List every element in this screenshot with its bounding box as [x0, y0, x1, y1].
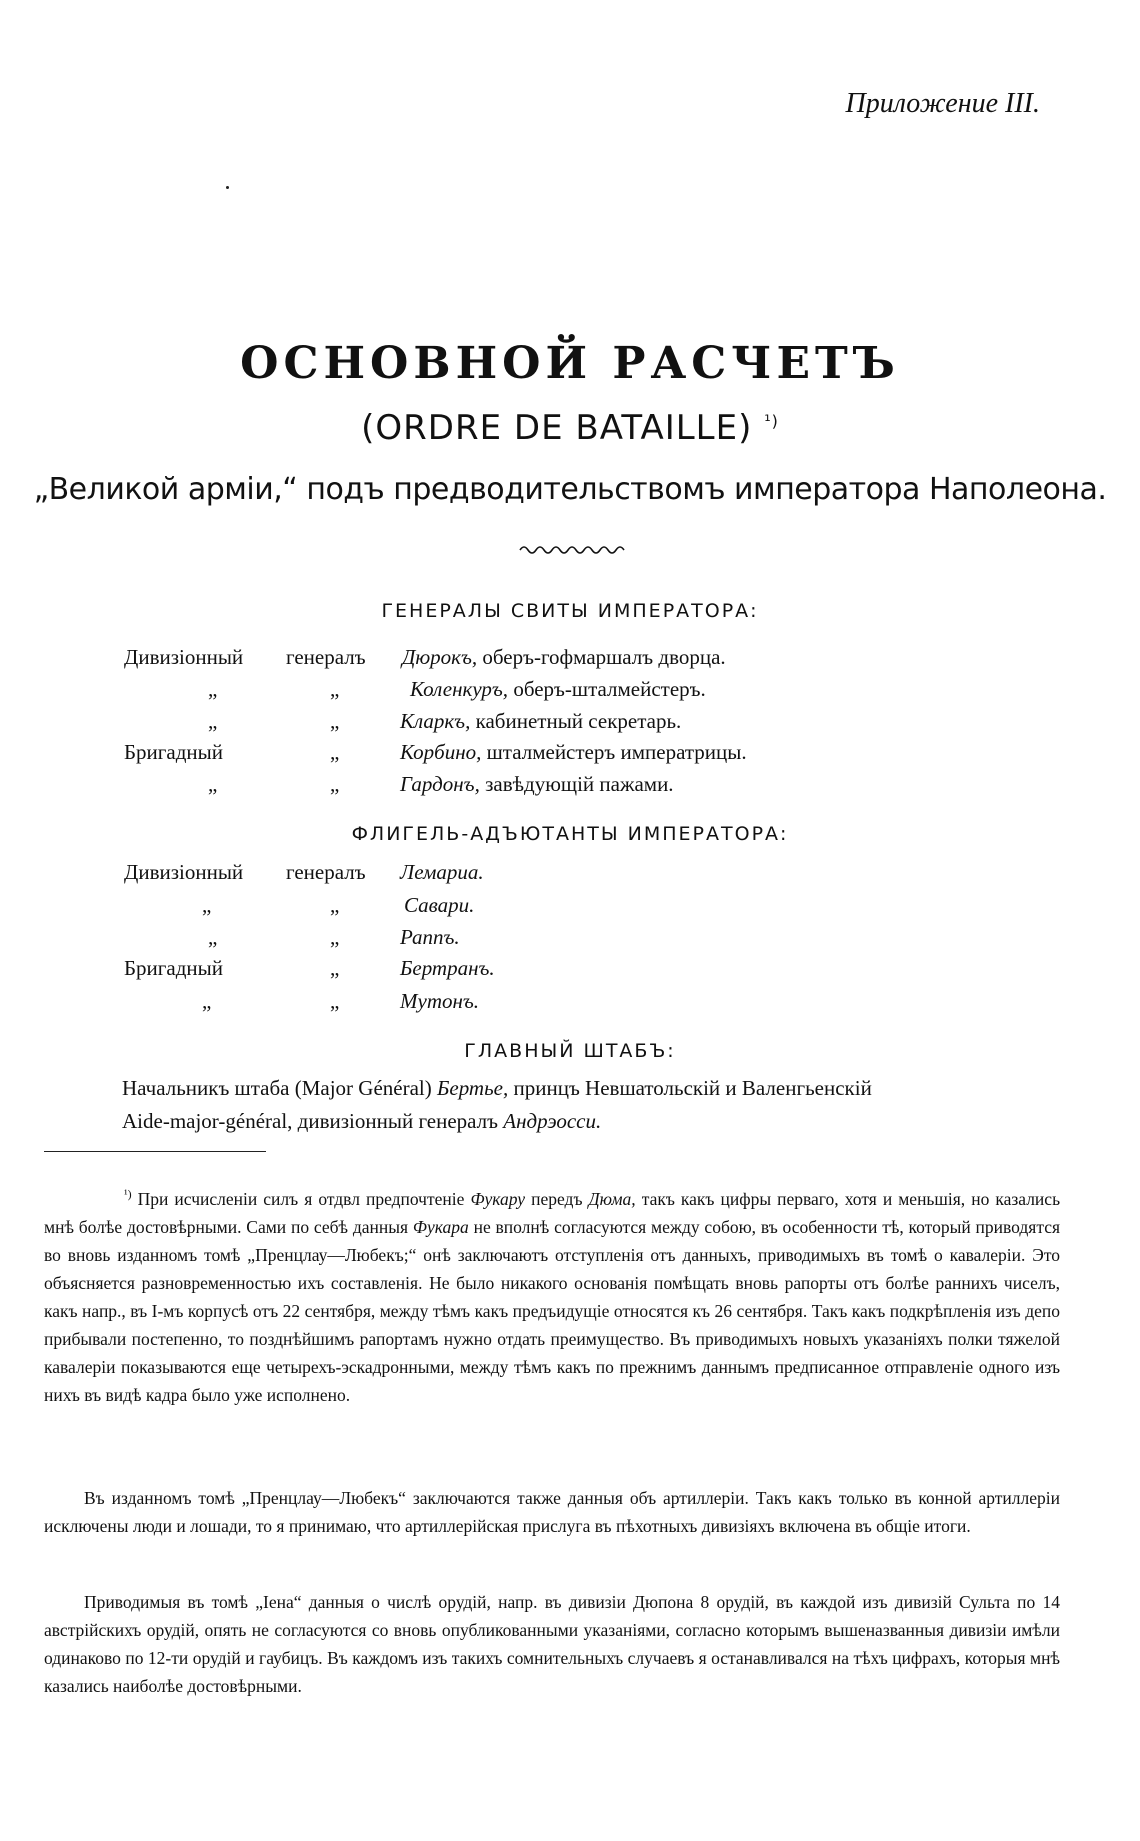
rank: Дивизіонный [124, 860, 244, 884]
title: „ [330, 989, 340, 1013]
title: „ [330, 772, 340, 796]
general-name: Коленкуръ, [410, 677, 509, 701]
rank: „ [208, 709, 218, 733]
section-heading-staff: ГЛАВНЫЙ ШТАБЪ: [464, 1040, 676, 1062]
general-name: Мутонъ. [400, 989, 480, 1013]
general-name: Бертранъ. [400, 956, 495, 980]
section-heading-aides: ФЛИГЕЛЬ-АДЪЮТАНТЫ ИМПЕРАТОРА: [351, 823, 789, 845]
subtitle-text: (ORDRE DE BATAILLE) [361, 408, 753, 448]
general-name: Лемарua. [400, 860, 484, 884]
staff-aide-name: Андрэосси. [503, 1109, 602, 1133]
general-name: Раппъ. [400, 925, 460, 949]
title: „ [330, 956, 340, 980]
footnote-text: не вполнѣ согласуются между собою, въ особенности тѣ, который приводятся во вновь изданномъ томѣ „Пренцлау—Любекъ;“ онѣ заключаютъ отступленія отъ данныхъ, приводимыхъ въ томѣ о кавалеріи. Это объясняется разновременностью ихъ составленія. Не было никакого основанія помѣщать вновь рапорты отъ болѣе раннихъ чиселъ, какъ напр., въ I-мъ корпусѣ отъ 22 сентября, между тѣмъ какъ предъидущіе относятся къ 26 сентября. Такъ какъ подкрѣпленія изъ депо прибывали постепенно, то позднѣйшимъ рапортамъ нужно отдать преимущество. Въ приводимыхъ новыхъ указаніяхъ полки тяжелой кавалеріи показываются еще четырехъ-эскадронными, между тѣмъ какъ по прежнимъ даннымъ предписанное отправленіе одного изъ нихъ въ видѣ кадра было уже исполнено. [44, 1216, 1061, 1405]
rank: „ [202, 893, 212, 917]
footnote-text: При исчисленіи силъ я отдвл предпочтеніе [137, 1188, 465, 1209]
footnote-paragraph-1 [44, 1180, 1060, 1409]
general-desc: кабинетный секретарь. [475, 709, 682, 733]
rank: Дивизіонный [124, 645, 244, 669]
general-name: Корбино, [400, 740, 482, 764]
general-name: Кларкъ, [400, 709, 471, 733]
staff-chief-text: Начальникъ штаба (Major Général) [122, 1076, 432, 1100]
general-desc: завѣдующій пажами. [485, 772, 674, 796]
title: „ [330, 677, 340, 701]
staff-chief-name: Бертье, [437, 1076, 509, 1100]
footnote-text: такъ какъ цифры перваго, хотя и меньшія, но казались мнѣ болѣе достовѣрными. Сами по себѣ данныя [44, 1188, 1061, 1237]
page-title-line2: „Великой арміи,“ подъ предводительствомъ императора Наполеона. [33, 472, 1107, 507]
staff-line-1 [122, 1072, 1072, 1105]
title: „ [330, 925, 340, 949]
rank: „ [208, 677, 218, 701]
rank: „ [202, 989, 212, 1013]
rank: „ [208, 772, 218, 796]
rank: „ [208, 925, 218, 949]
general-desc: шталмейстеръ императрицы. [486, 740, 747, 764]
rank: Бригадный [124, 740, 224, 764]
general-desc: оберъ-шталмейстеръ. [513, 677, 706, 701]
title: „ [330, 740, 340, 764]
section-heading-suite: ГЕНЕРАЛЫ СВИТЫ ИМПЕРАТОРА: [381, 600, 759, 622]
staff-line-2 [122, 1105, 1072, 1138]
title: генералъ [286, 860, 366, 884]
title: „ [330, 709, 340, 733]
general-name: Савари. [404, 893, 475, 917]
ink-dot [226, 186, 229, 189]
general-desc: оберъ-гофмаршалъ дворца. [482, 645, 726, 669]
subtitle-footnote-mark: ¹) [764, 411, 779, 431]
footnote-paragraph-3: Приводимыя въ томѣ „Іена“ данныя о числѣ орудій, напр. въ дивизіи Дюпона 8 орудій, въ каждой изъ дивизій Сульта по 14 австрійскихъ орудій, опять не согласуются со вновь опубликованными указаніями, согласно которымъ вышеназванныя дивизіи имѣли одинаково по 12-ти орудій и гаубицъ. Въ каждомъ изъ такихъ сомнительныхъ случаевъ я останавливался на тѣхъ цифрахъ, которыя мнѣ казались наиболѣе достовѣрными. [44, 1592, 1060, 1696]
footnote-rule [44, 1151, 266, 1152]
staff-block [122, 1072, 1072, 1138]
footnote-name: Фукара [412, 1216, 469, 1237]
title: „ [330, 893, 340, 917]
appendix-label: Приложение III. [845, 88, 1040, 119]
general-name: Дюрокъ, [402, 645, 478, 669]
staff-chief-title: принцъ Невшатольскій и Валенгьенскій [513, 1076, 872, 1100]
footnote-paragraph-2: Въ изданномъ томѣ „Пренцлау—Любекъ“ заключаются также данныя объ артиллеріи. Такъ какъ только въ конной артиллеріи исключены люди и лошади, то я принимаю, что артиллерійская прислуга въ пѣхотныхъ дивизіяхъ включена въ общіе итоги. [44, 1488, 1060, 1536]
title: генералъ [286, 645, 366, 669]
staff-aide-text: Aide-major-général, дивизіонный генералъ [122, 1109, 499, 1133]
page-title: ОСНОВНОЙ РАСЧЕТЪ [240, 338, 900, 389]
footnote-name: Дюма, [588, 1188, 636, 1209]
page-subtitle [0, 408, 1140, 448]
ornament-squiggle [518, 543, 628, 557]
footnote-name: Фукару [470, 1188, 526, 1209]
general-name: Гардонъ, [400, 772, 480, 796]
footnote-mark: ¹) [124, 1187, 132, 1201]
rank: Бригадный [124, 956, 224, 980]
footnote-text: передъ [531, 1188, 583, 1209]
